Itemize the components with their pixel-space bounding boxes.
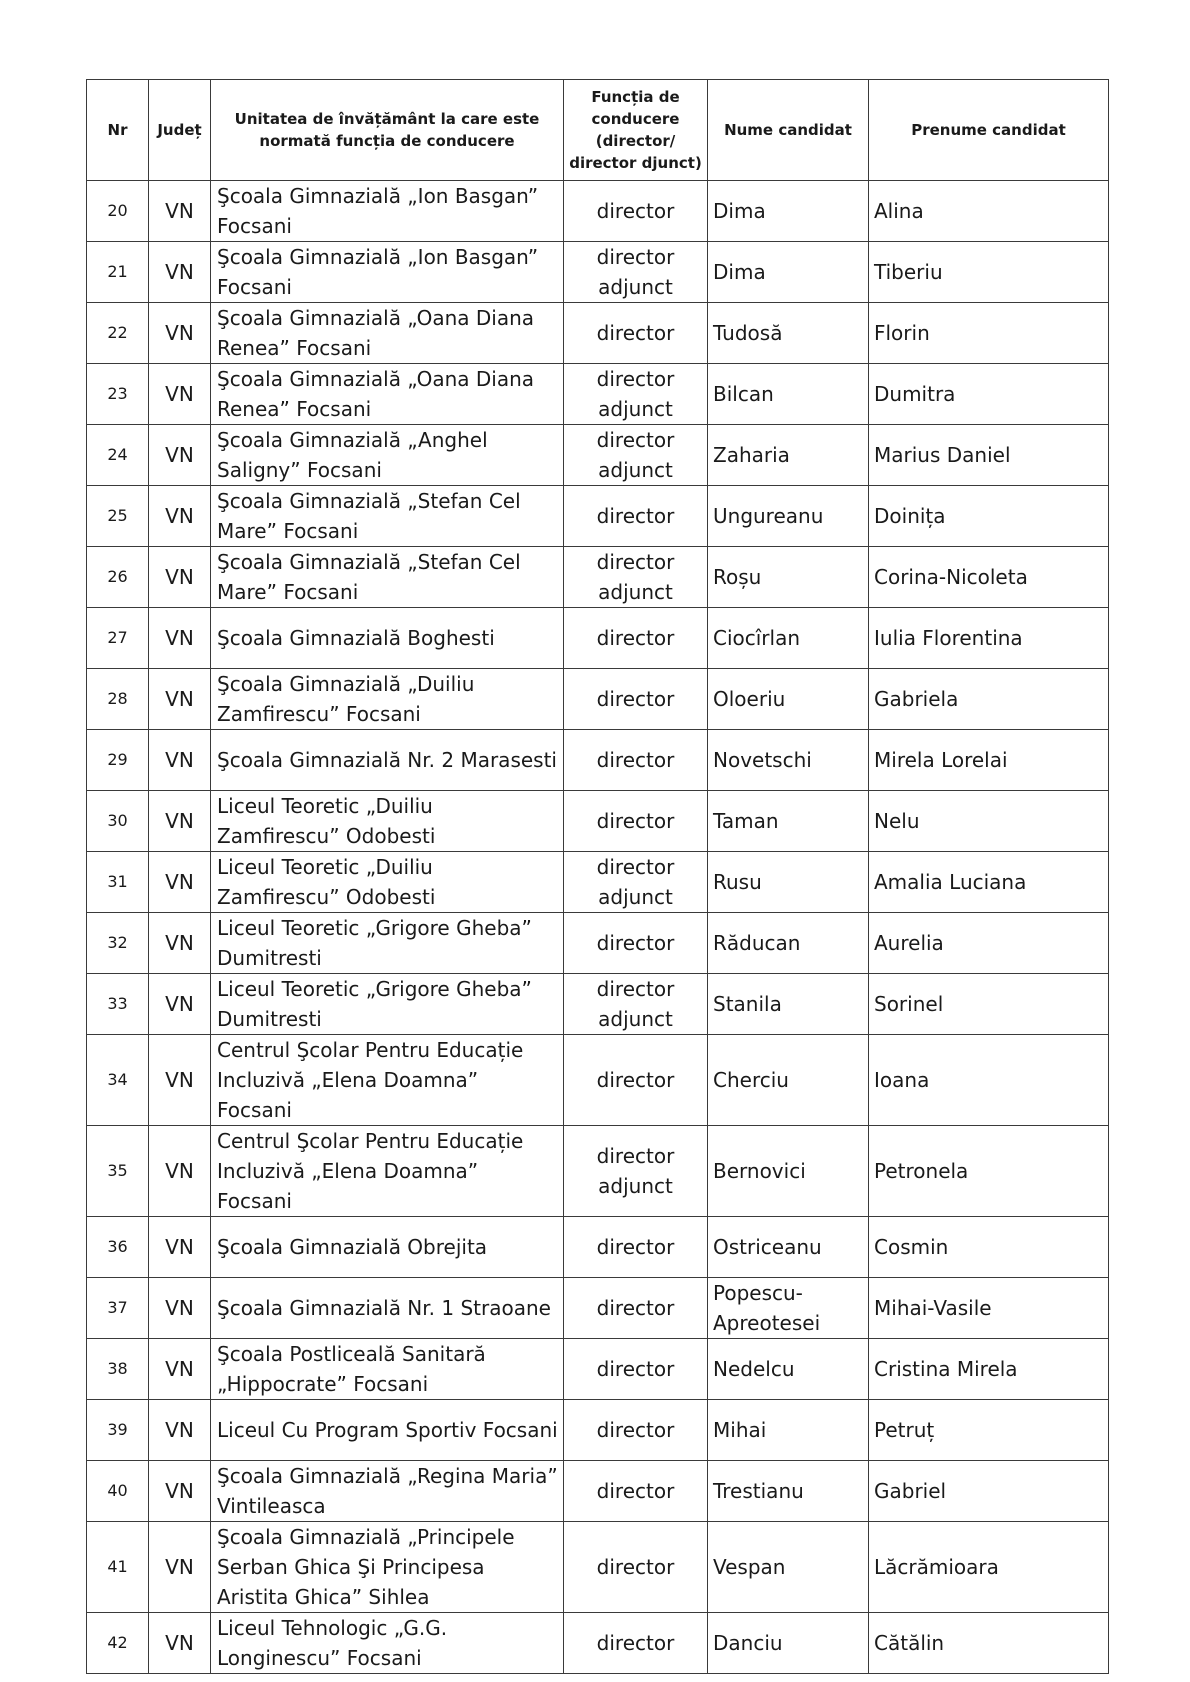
cell-unitate: Liceul Teoretic „Grigore Gheba” Dumitresti xyxy=(211,974,564,1035)
table-row xyxy=(87,547,1109,608)
cell-nume: Novetschi xyxy=(708,730,869,791)
cell-unitate: Şcoala Gimnazială „Stefan Cel Mare” Focsani xyxy=(211,547,564,608)
cell-unitate: Şcoala Gimnazială Nr. 1 Straoane xyxy=(211,1278,564,1339)
cell-prenume: Mirela Lorelai xyxy=(869,730,1109,791)
table-row xyxy=(87,181,1109,242)
cell-nume: Oloeriu xyxy=(708,669,869,730)
table-header xyxy=(87,80,1109,181)
cell-functia: director xyxy=(564,730,708,791)
table-row xyxy=(87,1217,1109,1278)
cell-functia: director xyxy=(564,913,708,974)
cell-nr: 27 xyxy=(87,608,149,669)
cell-unitate: Şcoala Gimnazială „Oana Diana Renea” Focsani xyxy=(211,364,564,425)
cell-prenume: Alina xyxy=(869,181,1109,242)
cell-nume: Cherciu xyxy=(708,1035,869,1126)
cell-prenume: Tiberiu xyxy=(869,242,1109,303)
cell-functia: director adjunct xyxy=(564,364,708,425)
header-nume: Nume candidat xyxy=(708,80,869,181)
cell-nr: 31 xyxy=(87,852,149,913)
cell-judet: VN xyxy=(149,364,211,425)
cell-unitate: Şcoala Gimnazială Nr. 2 Marasesti xyxy=(211,730,564,791)
cell-functia: director xyxy=(564,181,708,242)
cell-nr: 36 xyxy=(87,1217,149,1278)
cell-prenume: Mihai-Vasile xyxy=(869,1278,1109,1339)
cell-nr: 22 xyxy=(87,303,149,364)
cell-functia: director xyxy=(564,303,708,364)
cell-nr: 30 xyxy=(87,791,149,852)
table-row xyxy=(87,913,1109,974)
cell-functia: director xyxy=(564,1461,708,1522)
table-row xyxy=(87,242,1109,303)
cell-functia: director adjunct xyxy=(564,852,708,913)
cell-prenume: Nelu xyxy=(869,791,1109,852)
cell-judet: VN xyxy=(149,1278,211,1339)
cell-judet: VN xyxy=(149,303,211,364)
cell-judet: VN xyxy=(149,1461,211,1522)
cell-nr: 21 xyxy=(87,242,149,303)
cell-nr: 26 xyxy=(87,547,149,608)
cell-functia: director xyxy=(564,1217,708,1278)
cell-judet: VN xyxy=(149,974,211,1035)
cell-nume: Trestianu xyxy=(708,1461,869,1522)
header-unitate: Unitatea de învățământ la care este normată funcția de conducere xyxy=(211,80,564,181)
table-row xyxy=(87,1613,1109,1674)
cell-unitate: Şcoala Gimnazială „Stefan Cel Mare” Focsani xyxy=(211,486,564,547)
cell-prenume: Marius Daniel xyxy=(869,425,1109,486)
cell-prenume: Petronela xyxy=(869,1126,1109,1217)
cell-functia: director xyxy=(564,1035,708,1126)
cell-nr: 20 xyxy=(87,181,149,242)
table-row xyxy=(87,1522,1109,1613)
table-row xyxy=(87,974,1109,1035)
cell-nume: Nedelcu xyxy=(708,1339,869,1400)
table-row xyxy=(87,669,1109,730)
cell-judet: VN xyxy=(149,730,211,791)
table-row xyxy=(87,425,1109,486)
header-nr: Nr xyxy=(87,80,149,181)
cell-prenume: Amalia Luciana xyxy=(869,852,1109,913)
cell-judet: VN xyxy=(149,181,211,242)
cell-nr: 23 xyxy=(87,364,149,425)
cell-nr: 38 xyxy=(87,1339,149,1400)
cell-functia: director adjunct xyxy=(564,1126,708,1217)
cell-nr: 41 xyxy=(87,1522,149,1613)
cell-nr: 40 xyxy=(87,1461,149,1522)
cell-nume: Rusu xyxy=(708,852,869,913)
cell-unitate: Şcoala Gimnazială Boghesti xyxy=(211,608,564,669)
cell-functia: director adjunct xyxy=(564,425,708,486)
cell-nr: 28 xyxy=(87,669,149,730)
cell-nr: 42 xyxy=(87,1613,149,1674)
cell-unitate: Şcoala Postliceală Sanitară „Hippocrate” Focsani xyxy=(211,1339,564,1400)
cell-unitate: Liceul Teoretic „Duiliu Zamfirescu” Odobesti xyxy=(211,791,564,852)
cell-unitate: Liceul Cu Program Sportiv Focsani xyxy=(211,1400,564,1461)
cell-prenume: Lăcrămioara xyxy=(869,1522,1109,1613)
cell-nr: 37 xyxy=(87,1278,149,1339)
table-row xyxy=(87,1400,1109,1461)
cell-nume: Mihai xyxy=(708,1400,869,1461)
cell-unitate: Liceul Teoretic „Grigore Gheba” Dumitresti xyxy=(211,913,564,974)
cell-nume: Ungureanu xyxy=(708,486,869,547)
cell-prenume: Doinița xyxy=(869,486,1109,547)
cell-prenume: Dumitra xyxy=(869,364,1109,425)
cell-nume: Zaharia xyxy=(708,425,869,486)
cell-unitate: Centrul Şcolar Pentru Educație Incluzivă „Elena Doamna” Focsani xyxy=(211,1035,564,1126)
table-row xyxy=(87,730,1109,791)
cell-prenume: Corina-Nicoleta xyxy=(869,547,1109,608)
cell-judet: VN xyxy=(149,1035,211,1126)
cell-judet: VN xyxy=(149,486,211,547)
table-row xyxy=(87,486,1109,547)
cell-prenume: Ioana xyxy=(869,1035,1109,1126)
cell-nume: Bilcan xyxy=(708,364,869,425)
cell-nume: Ciocîrlan xyxy=(708,608,869,669)
cell-nume: Vespan xyxy=(708,1522,869,1613)
cell-nr: 35 xyxy=(87,1126,149,1217)
cell-unitate: Şcoala Gimnazială „Principele Serban Ghica Şi Principesa Aristita Ghica” Sihlea xyxy=(211,1522,564,1613)
table-row xyxy=(87,791,1109,852)
cell-nume: Răducan xyxy=(708,913,869,974)
cell-unitate: Şcoala Gimnazială „Regina Maria” Vintileasca xyxy=(211,1461,564,1522)
header-functia: Funcția de conducere (director/ director djunct) xyxy=(564,80,708,181)
cell-nr: 34 xyxy=(87,1035,149,1126)
cell-prenume: Sorinel xyxy=(869,974,1109,1035)
cell-nume: Dima xyxy=(708,181,869,242)
cell-nr: 25 xyxy=(87,486,149,547)
table-row xyxy=(87,852,1109,913)
cell-unitate: Liceul Tehnologic „G.G. Longinescu” Focsani xyxy=(211,1613,564,1674)
table-row xyxy=(87,608,1109,669)
header-judet: Județ xyxy=(149,80,211,181)
cell-nr: 33 xyxy=(87,974,149,1035)
header-prenume: Prenume candidat xyxy=(869,80,1109,181)
cell-nume: Popescu-Apreotesei xyxy=(708,1278,869,1339)
cell-prenume: Cristina Mirela xyxy=(869,1339,1109,1400)
cell-judet: VN xyxy=(149,1522,211,1613)
cell-judet: VN xyxy=(149,913,211,974)
cell-judet: VN xyxy=(149,547,211,608)
cell-nume: Stanila xyxy=(708,974,869,1035)
cell-functia: director xyxy=(564,1339,708,1400)
cell-functia: director adjunct xyxy=(564,242,708,303)
cell-nr: 32 xyxy=(87,913,149,974)
cell-judet: VN xyxy=(149,669,211,730)
cell-functia: director xyxy=(564,669,708,730)
table-row xyxy=(87,1035,1109,1126)
table-row xyxy=(87,1461,1109,1522)
cell-prenume: Gabriel xyxy=(869,1461,1109,1522)
cell-prenume: Gabriela xyxy=(869,669,1109,730)
table-body xyxy=(87,181,1109,1674)
cell-unitate: Liceul Teoretic „Duiliu Zamfirescu” Odobesti xyxy=(211,852,564,913)
cell-judet: VN xyxy=(149,1126,211,1217)
cell-nr: 29 xyxy=(87,730,149,791)
table-row xyxy=(87,1126,1109,1217)
cell-nr: 24 xyxy=(87,425,149,486)
cell-prenume: Iulia Florentina xyxy=(869,608,1109,669)
cell-nume: Danciu xyxy=(708,1613,869,1674)
cell-unitate: Şcoala Gimnazială „Oana Diana Renea” Focsani xyxy=(211,303,564,364)
cell-unitate: Şcoala Gimnazială Obrejita xyxy=(211,1217,564,1278)
cell-functia: director xyxy=(564,1613,708,1674)
cell-prenume: Florin xyxy=(869,303,1109,364)
cell-unitate: Şcoala Gimnazială „Ion Basgan” Focsani xyxy=(211,242,564,303)
cell-functia: director xyxy=(564,608,708,669)
cell-judet: VN xyxy=(149,1400,211,1461)
cell-nume: Bernovici xyxy=(708,1126,869,1217)
cell-functia: director adjunct xyxy=(564,974,708,1035)
cell-prenume: Petruț xyxy=(869,1400,1109,1461)
cell-nume: Tudosă xyxy=(708,303,869,364)
cell-functia: director xyxy=(564,1522,708,1613)
cell-prenume: Cătălin xyxy=(869,1613,1109,1674)
cell-nume: Ostriceanu xyxy=(708,1217,869,1278)
cell-unitate: Şcoala Gimnazială „Anghel Saligny” Focsani xyxy=(211,425,564,486)
cell-judet: VN xyxy=(149,1613,211,1674)
header-row xyxy=(87,80,1109,181)
cell-prenume: Cosmin xyxy=(869,1217,1109,1278)
cell-unitate: Şcoala Gimnazială „Ion Basgan” Focsani xyxy=(211,181,564,242)
cell-nume: Roșu xyxy=(708,547,869,608)
cell-nr: 39 xyxy=(87,1400,149,1461)
cell-nume: Taman xyxy=(708,791,869,852)
table-row xyxy=(87,303,1109,364)
cell-prenume: Aurelia xyxy=(869,913,1109,974)
table-row xyxy=(87,1278,1109,1339)
cell-functia: director xyxy=(564,486,708,547)
cell-judet: VN xyxy=(149,852,211,913)
cell-unitate: Şcoala Gimnazială „Duiliu Zamfirescu” Focsani xyxy=(211,669,564,730)
table-row xyxy=(87,1339,1109,1400)
cell-judet: VN xyxy=(149,425,211,486)
cell-judet: VN xyxy=(149,242,211,303)
cell-judet: VN xyxy=(149,608,211,669)
candidates-table xyxy=(86,79,1109,1674)
cell-unitate: Centrul Şcolar Pentru Educație Incluzivă „Elena Doamna” Focsani xyxy=(211,1126,564,1217)
cell-judet: VN xyxy=(149,791,211,852)
table-row xyxy=(87,364,1109,425)
cell-judet: VN xyxy=(149,1339,211,1400)
cell-nume: Dima xyxy=(708,242,869,303)
cell-functia: director xyxy=(564,1400,708,1461)
cell-functia: director adjunct xyxy=(564,547,708,608)
cell-functia: director xyxy=(564,791,708,852)
cell-functia: director xyxy=(564,1278,708,1339)
cell-judet: VN xyxy=(149,1217,211,1278)
